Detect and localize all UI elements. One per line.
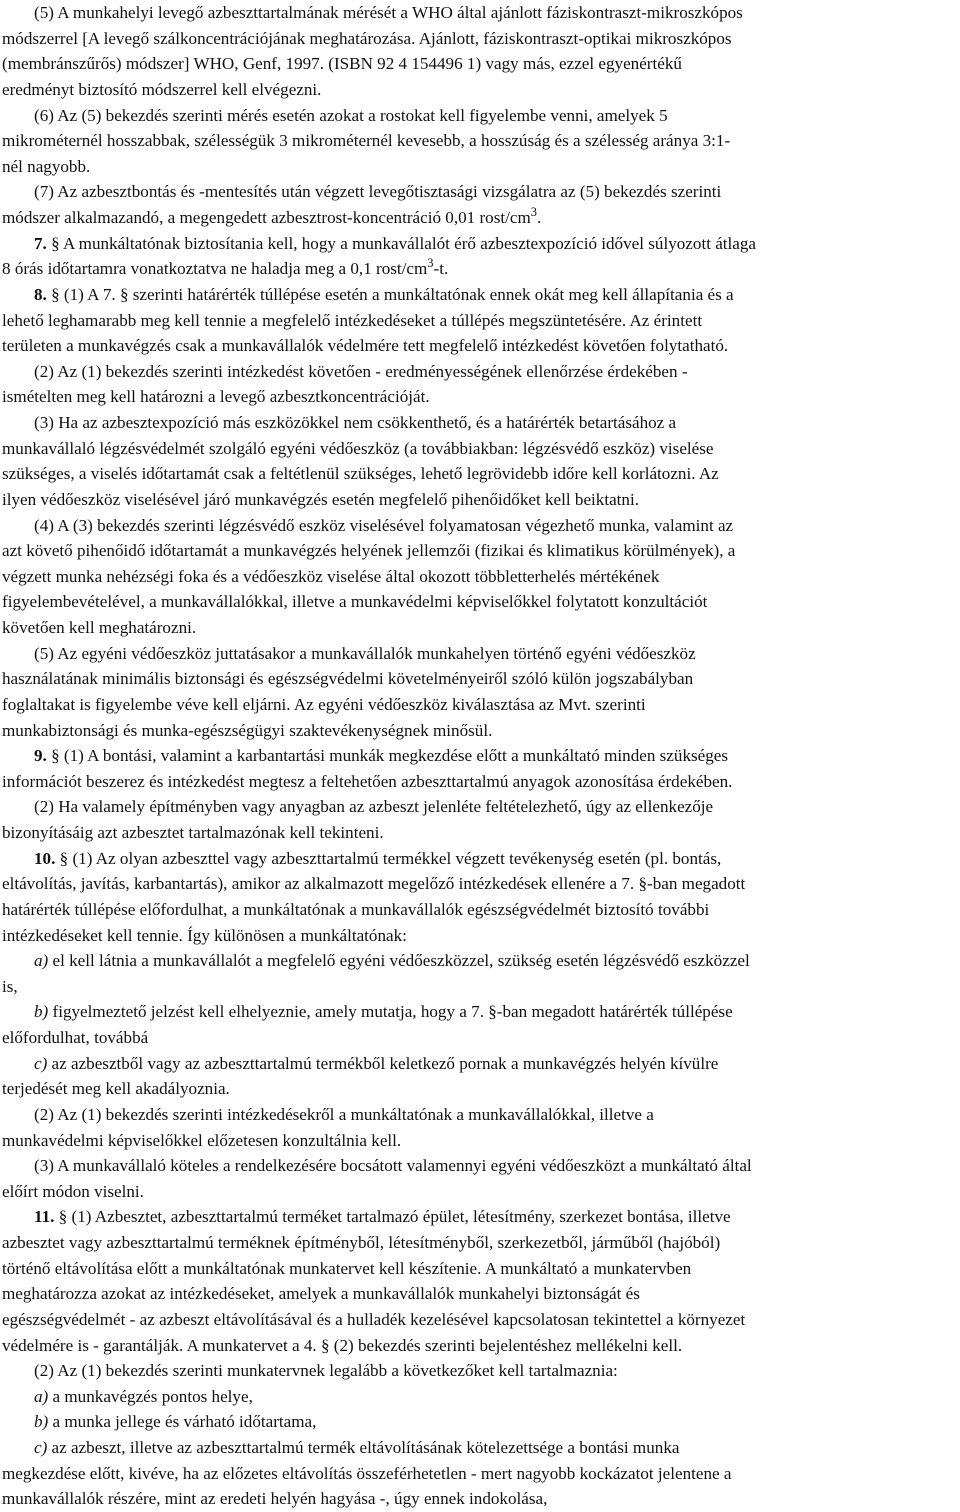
- text-line: (membránszűrős) módszer] WHO, Genf, 1997. (ISBN 92 4 154496 1) vagy más, ezzel egyenértékű: [2, 54, 682, 74]
- text-line: (5) Az egyéni védőeszköz juttatásakor a munkavállalók munkahelyen történő egyéni védőeszköz: [34, 643, 696, 663]
- text-line: módszerrel [A levegő szálkoncentrációjának meghatározása. Ajánlott, fáziskontraszt-optikai mikroszkópos: [2, 28, 732, 48]
- text-line: eltávolítás, javítás, karbantartás), amikor az alkalmazott megelőző intézkedések ellenére a 7. §-ban megadott: [2, 874, 746, 894]
- text-line: foglaltakat is figyelembe véve kell eljárni. Az egyéni védőeszköz kiválasztása az Mvt. szerinti: [2, 694, 646, 714]
- text-line: módszer alkalmazandó, a megengedett azbesztrost-koncentráció 0,01 rost/$cm^3$.: [2, 205, 542, 228]
- text-line: terjedését meg kell akadályoznia.: [2, 1079, 230, 1099]
- text-line: (6) Az (5) bekezdés szerinti mérés esetén azokat a rostokat kell figyelembe venni, amelyek 5: [34, 105, 668, 125]
- list-label: c): [34, 1053, 48, 1073]
- list-label: b): [34, 1412, 49, 1432]
- superscript: 3: [427, 256, 434, 271]
- section-number: 8.: [34, 284, 47, 304]
- superscript: 3: [530, 205, 537, 220]
- text-line: munkavállaló légzésvédelmét szolgáló egyéni védőeszköz (a továbbiakban: légzésvédő eszköz) viselése: [2, 438, 714, 458]
- text-line: (2) Ha valamely építményben vagy anyagban az azbeszt jelenléte feltételezhető, úgy az ellenkezője: [34, 797, 714, 817]
- text-line: határérték túllépése előfordulhat, a munkáltatónak a munkavállalók egészségvédelmét biztosító további: [2, 899, 710, 919]
- text-line: 8 órás időtartamra vonatkoztatva ne haladja meg a 0,1 rost/$cm^3-t$.: [2, 256, 449, 279]
- text-line: azt követő pihenőidő időtartamát a munkavégzés helyének jellemzői (fizikai és klimatikus körülmények), a: [2, 541, 736, 561]
- text-line: szükséges, a viselés időtartamát csak a feltétlenül szükséges, lehető legrövidebb időre kell korlátozni. Az: [2, 464, 719, 484]
- list-label: b): [34, 1002, 49, 1022]
- list-item-line: b) a munka jellege és várható időtartama,: [34, 1412, 317, 1432]
- text-line: mikrométernél hosszabbak, szélességük 3 mikrométernél kevesebb, a hosszúság és a szélesség aránya 3:1-: [2, 131, 731, 151]
- text-line: (2) Az (1) bekezdés szerinti intézkedést követően - eredményességének ellenőrzése érdekében -: [34, 361, 688, 381]
- section-heading-line: 11. § (1) Azbesztet, azbeszttartalmú terméket tartalmazó épület, létesítmény, szerkezet bontása, illetve: [34, 1207, 731, 1227]
- section-heading-line: 8. § (1) A 7. § szerinti határérték túllépése esetén a munkáltatónak ennek okát meg kell állapítania és a: [34, 284, 734, 304]
- text-line: területen a munkavégzés csak a munkavállalók védelmére tett megfelelő intézkedést követően folytatható.: [2, 336, 729, 356]
- text-line: eredményt biztosító módszerrel kell elvégezni.: [2, 79, 322, 99]
- text-line: munkabiztonsági és munka-egészségügyi szaktevékenységnek minősül.: [2, 720, 493, 740]
- text-line: használatának minimális biztonsági és egészségvédelmi követelményeiről szóló külön jogszabályban: [2, 669, 694, 689]
- text-line: követően kell meghatározni.: [2, 618, 197, 638]
- list-label: a): [34, 1386, 49, 1406]
- list-item-line: a) el kell látnia a munkavállalót a megfelelő egyéni védőeszközzel, szükség esetén légzésvédő eszközzel: [34, 951, 750, 971]
- text-line: (2) Az (1) bekezdés szerinti intézkedésekről a munkáltatónak a munkavállalókkal, illetve a: [34, 1104, 654, 1124]
- text-line: lehető leghamarabb meg kell tennie a megfelelő intézkedéseket a túllépés megszüntetésére. Az érintett: [2, 310, 703, 330]
- list-label: a): [34, 951, 49, 971]
- text-line: információt beszerez és intézkedést megtesz a feltehetően azbeszttartalmú anyagok azonosítása érdekében.: [2, 771, 733, 791]
- text-line: azbesztet vagy azbeszttartalmú terméknek építményből, létesítményből, szerkezetből, járműből (hajóból): [2, 1233, 721, 1253]
- list-item-line: c) az azbesztből vagy az azbeszttartalmú termékből keletkező pornak a munkavégzés helyén kívülre: [34, 1053, 719, 1073]
- text-line: előírt módon viselni.: [2, 1181, 144, 1201]
- text-line: végzett munka nehézségi foka és a védőeszköz viselése által okozott többletterhelés mértékének: [2, 566, 660, 586]
- text-line: (5) A munkahelyi levegő azbeszttartalmának mérését a WHO által ajánlott fáziskontraszt-mikroszkópos: [34, 3, 743, 22]
- text-line: (7) Az azbesztbontás és -mentesítés után végzett levegőtisztasági vizsgálatra az (5) bekezdés szerinti: [34, 182, 722, 202]
- text-line: munkavállalók részére, mint az eredeti helyén hagyása -, úgy ennek indokolása,: [2, 1489, 548, 1509]
- text-line: (4) A (3) bekezdés szerinti légzésvédő eszköz viselésével folyamatosan végezhető munka, valamint az: [34, 515, 734, 535]
- text-line: nél nagyobb.: [2, 156, 91, 176]
- section-heading-line: 10. § (1) Az olyan azbeszttel vagy azbeszttartalmú termékkel végzett tevékenység esetén (pl. bontás,: [34, 848, 722, 868]
- list-label: c): [34, 1438, 48, 1458]
- text-line: (3) Ha az azbesztexpozíció más eszközökkel nem csökkenthető, és a határérték betartásához a: [34, 413, 677, 433]
- section-number: 10.: [34, 848, 56, 868]
- text-line: előfordulhat, továbbá: [2, 1028, 149, 1048]
- list-item-line: c) az azbeszt, illetve az azbeszttartalmú termék eltávolításának kötelezettsége a bontási munka: [34, 1438, 680, 1458]
- text-line: védelmére is - garantálják. A munkatervet a 4. § (2) bekezdés szerinti bejelentéshez mellékelni kell.: [2, 1335, 683, 1355]
- text-line: is,: [2, 976, 18, 996]
- text-line: ilyen védőeszköz viselésével járó munkavégzés esetén megfelelő pihenőidőket kell beiktatni.: [2, 489, 639, 509]
- section-number: 9.: [34, 746, 47, 766]
- text-line: ismételten meg kell határozni a levegő azbesztkoncentrációját.: [2, 387, 430, 407]
- text-line: megkezdése előtt, kivéve, ha az előzetes eltávolítás összeférhetetlen - mert nagyobb kockázatot jelentene a: [2, 1463, 732, 1483]
- list-item-line: b) figyelmeztető jelzést kell elhelyeznie, amely mutatja, hogy a 7. §-ban megadott határérték túllépése: [34, 1002, 733, 1022]
- section-number: 7.: [34, 233, 47, 253]
- section-number: 11.: [34, 1207, 55, 1227]
- text-line: (2) Az (1) bekezdés szerinti munkatervnek legalább a következőket kell tartalmaznia:: [34, 1361, 618, 1381]
- text-line: egészségvédelmét - az azbeszt eltávolításával és a hulladék kezelésével kapcsolatosan tekintettel a környezet: [2, 1309, 746, 1329]
- text-line: meghatározza azokat az intézkedéseket, amelyek a munkavállalók munkahelyi biztonságát és: [2, 1284, 640, 1304]
- text-line: munkavédelmi képviselőkkel előzetesen konzultálnia kell.: [2, 1130, 402, 1150]
- text-line: intézkedéseket kell tennie. Így különösen a munkáltatónak:: [2, 925, 407, 945]
- section-heading-line: 7. § A munkáltatónak biztosítania kell, hogy a munkavállalót érő azbesztexpozíció idővel súlyozott átlaga: [34, 233, 757, 253]
- text-line: bizonyításáig azt azbesztet tartalmazónak kell tekinteni.: [2, 823, 384, 843]
- text-line: figyelembevételével, a munkavállalókkal, illetve a munkavédelmi képviselőkkel folytatott konzultációt: [2, 592, 708, 612]
- list-item-line: a) a munkavégzés pontos helye,: [34, 1386, 253, 1406]
- section-heading-line: 9. § (1) A bontási, valamint a karbantartási munkák megkezdése előtt a munkáltató minden szükséges: [34, 746, 729, 766]
- text-line: (3) A munkavállaló köteles a rendelkezésére bocsátott valamennyi egyéni védőeszközt a munkáltató által: [34, 1156, 752, 1176]
- text-line: történő eltávolítása előtt a munkáltatónak munkatervet kell készítenie. A munkáltató a munkatervben: [2, 1258, 692, 1278]
